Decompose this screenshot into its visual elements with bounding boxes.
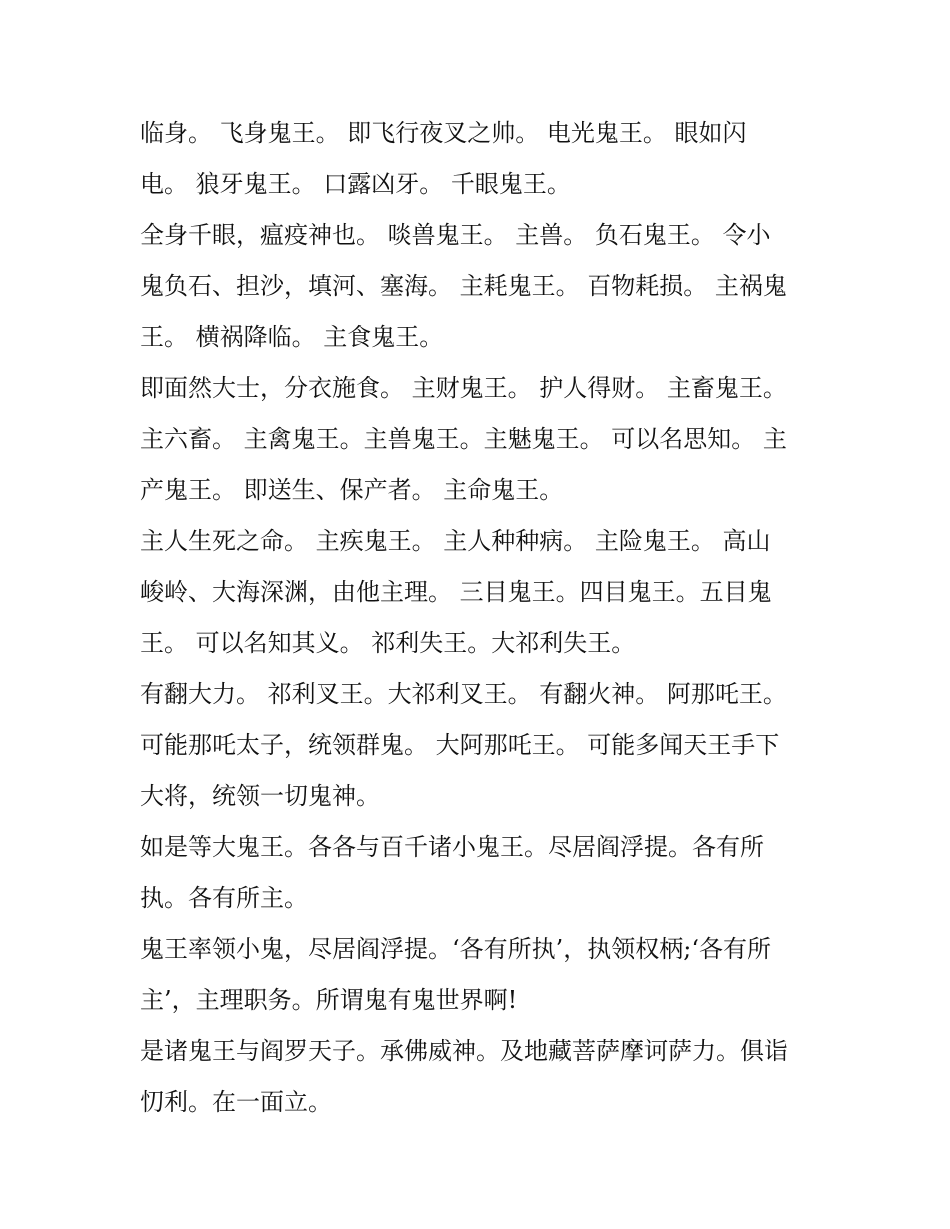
text-line: 可能那吒太子，统领群鬼。 大阿那吒王。 可能多闻天王手下 bbox=[140, 731, 780, 759]
text-line: 峻岭、大海深渊，由他主理。 三目鬼王。四目鬼王。五目鬼 bbox=[140, 578, 772, 606]
text-line: 是诸鬼王与阎罗天子。承佛威神。及地藏菩萨摩诃萨力。俱诣 bbox=[140, 1037, 788, 1065]
text-line: 大将，统领一切鬼神。 bbox=[140, 782, 380, 810]
text-line: 主人生死之命。 主疾鬼王。 主人种种病。 主险鬼王。 高山 bbox=[140, 527, 771, 555]
text-line: 如是等大鬼王。各各与百千诸小鬼王。尽居阎浮提。各有所 bbox=[140, 833, 764, 861]
text-line: 电。 狼牙鬼王。 口露凶牙。 千眼鬼王。 bbox=[140, 170, 571, 198]
text-line: 临身。 飞身鬼王。 即飞行夜叉之帅。 电光鬼王。 眼如闪 bbox=[140, 119, 747, 147]
document-body bbox=[140, 108, 830, 1128]
text-line: 即面然大士，分衣施食。 主财鬼王。 护人得财。 主畜鬼王。 bbox=[140, 374, 787, 402]
text-line: 王。 可以名知其义。 祁利失王。大祁利失王。 bbox=[140, 629, 636, 657]
text-line: 主六畜。 主禽鬼王。主兽鬼王。主魅鬼王。 可以名思知。 主 bbox=[140, 425, 787, 453]
text-line: 鬼王率领小鬼，尽居阎浮提。‘各有所执’，执领权柄;‘各有所 bbox=[140, 935, 771, 963]
text-line: 主’，主理职务。所谓鬼有鬼世界啊! bbox=[140, 986, 518, 1014]
text-line: 忉利。在一面立。 bbox=[140, 1088, 332, 1116]
text-line: 产鬼王。 即送生、保产者。 主命鬼王。 bbox=[140, 476, 564, 504]
text-line: 全身千眼，瘟疫神也。 啖兽鬼王。 主兽。 负石鬼王。 令小 bbox=[140, 221, 771, 249]
text-line: 执。各有所主。 bbox=[140, 884, 308, 912]
text-line: 有翻大力。 祁利叉王。大祁利叉王。 有翻火神。 阿那吒王。 bbox=[140, 680, 787, 708]
text-line: 鬼负石、担沙，填河、塞海。 主耗鬼王。 百物耗损。 主祸鬼 bbox=[140, 272, 787, 300]
text-line: 王。 横祸降临。 主食鬼王。 bbox=[140, 323, 444, 351]
